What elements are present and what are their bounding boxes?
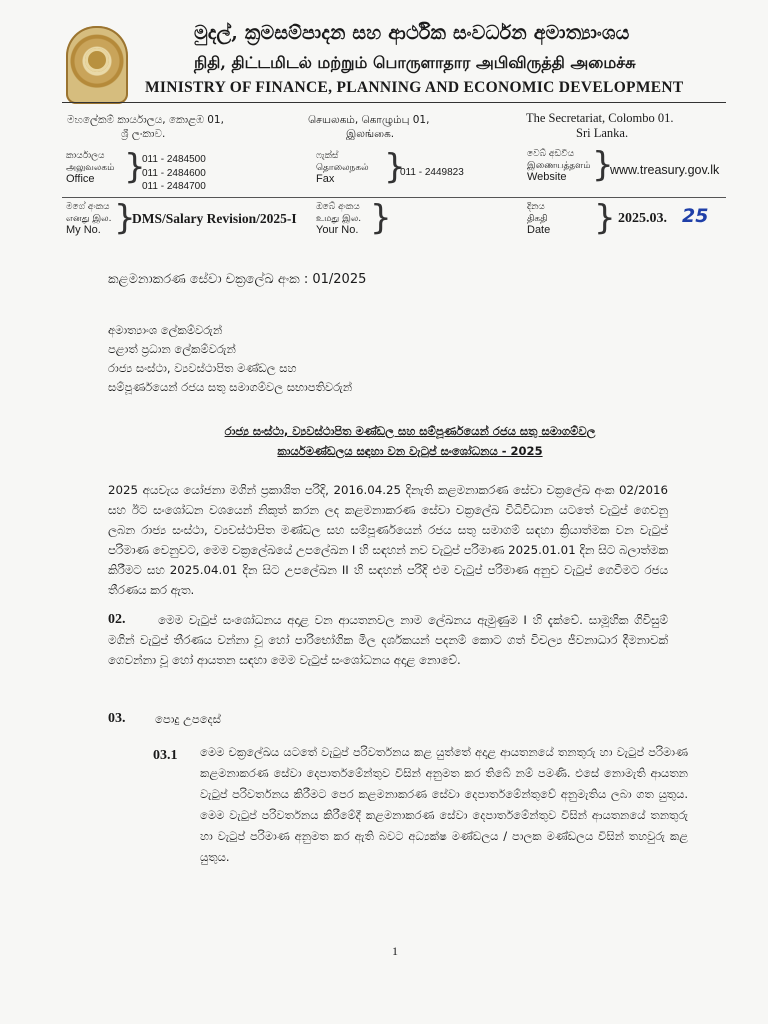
fax-label-ta: தொலைநகல்: [316, 162, 369, 173]
phone-3: 011 - 2484700: [142, 181, 206, 192]
website-brace-icon: }: [592, 145, 614, 185]
myno-label: [66, 202, 112, 237]
myno-label-en: My No.: [66, 224, 101, 236]
recipients-list: [108, 321, 352, 397]
recipient-item: සම්පූර්ණයෙන් රජය සතු සමාගම්වල සභාපතිවරුන්: [108, 380, 353, 394]
recipient-item: පළාත් ප්‍රධාන ලේකම්වරුන්: [108, 342, 236, 356]
header-divider: [62, 102, 726, 103]
yourno-brace-icon: }: [370, 198, 392, 238]
fax-number: 011 - 2449823: [400, 167, 464, 178]
myno-label-ta: எனது இல.: [66, 213, 112, 224]
address-english-line2: Sri Lanka.: [576, 126, 629, 140]
paragraph-1: 2025 අයවැය යෝජනා මගින් ප්‍රකාශිත පරිදි, 2016.04.25 දිනැති කළමනාකරණ සේවා චක්‍රලේඛ අංක 02/2016 සහ ඊට සංශෝධන වශයෙන් නිකුත් කරන ලද කළමනාකරණ සේවා චක්‍රලේඛ විධිවිධාන යටතේ වැටුප් ගෙවනු ලබන රාජ්‍ය සංස්ථා, ව්‍යවස්ථාපිත මණ්ඩල සහ සම්පූර්ණයෙන් රජය සතු සමාගම් සඳහා ක්‍රියාත්මක වන වැටුප් පරිමාණ වෙනුවට, මෙම චක්‍රලේඛයේ උපලේඛන I හි සඳහන් නව වැටුප් පරිමාණ 2025.01.01 දින සිට බලාත්මක කිරීමට සහ 2025.04.01 දින සිට උපලේඛන II හි සඳහන් පරිදි එම වැටුප් පරිමාණ අනුව වැටුප් ගෙවීමට රජය තීරණය කර ඇත.: [108, 483, 668, 597]
paragraph-2: මෙම වැටුප් සංශෝධනය අදාළ වන ආයතනවල නාම ලේඛනය ඇමුණුම I හි දැක්වේ. සාමූහික ගිවිසුම් මගින් වැටුප් තීරණය වන්නා වූ හෝ පාරිභෝගික මිල දර්ශකයන් පදනම් කොට ගත් විචල්‍ය ජීවනාධාර දීමනාවක් ගෙවන්නා වූ හෝ ආයතන සඳහා මෙම වැටුප් සංශෝධනය අදාළ නොවේ.: [108, 613, 668, 667]
myno-label-si: මගේ අංකය: [66, 202, 110, 212]
address-sinhala-line1: මහලේකම් කාර්යාලය, කොළඹ 01,: [67, 114, 224, 126]
fax-label-en: Fax: [316, 173, 335, 185]
section-number-02: 02.: [108, 612, 126, 627]
address-english-line1: The Secretariat, Colombo 01.: [526, 111, 674, 125]
date-brace-icon: }: [594, 198, 616, 238]
date-label-si: දිනය: [527, 202, 545, 212]
my-reference-number: DMS/Salary Revision/2025-I: [132, 211, 297, 226]
office-label-si: කාර්යාලය: [66, 151, 105, 161]
yourno-label-si: ඔබේ අංකය: [316, 202, 360, 212]
ministry-name-tamil: நிதி, திட்டமிடல் மற்றும் பொருளாதார அபிவிருத்தி அமைச்சு: [194, 53, 636, 72]
date-label-en: Date: [527, 224, 551, 236]
date-label: [527, 202, 550, 237]
section-number-03-1: 03.1: [153, 748, 178, 763]
office-label-ta: அலுவலகம்: [66, 162, 115, 173]
fax-label: [316, 151, 369, 186]
ministry-name-sinhala: මුදල්, ක්‍රමසම්පාදන සහ ආර්ථික සංවර්ධන අමාත්‍යාංශය: [194, 22, 630, 44]
date-label-ta: திகதி: [527, 213, 548, 224]
web-label-en: Website: [527, 171, 567, 183]
yourno-label-en: Your No.: [316, 224, 359, 236]
office-label-en: Office: [66, 173, 95, 185]
web-label-ta: இணையத்தளம்: [527, 160, 591, 171]
circular-number: කළමනාකරණ සේවා චක්‍රලේඛ අංක : 01/2025: [108, 272, 367, 287]
web-label-si: වෙබ් අඩවිය: [527, 149, 575, 159]
address-tamil-line2: இலங்கை.: [346, 128, 395, 140]
yourno-label: [316, 202, 361, 237]
section-number-03: 03.: [108, 711, 126, 726]
page-number: 1: [392, 944, 398, 958]
paragraph-3-1: මෙම චක්‍රලේඛය යටතේ වැටුප් පරිවර්තනය කළ යුත්තේ අදාළ ආයතනයේ තනතුරු හා වැටුප් පරිමාණ කළමනාකරණ සේවා දෙපාර්තමේන්තුව විසින් අනුමත කර තිබේ නම් පමණි. එසේ නොමැති ආයතන වැටුප් පරිවර්තනය කිරීමට පෙර කළමනාකරණ සේවා දෙපාර්තමේන්තුවේ අනුමැතිය ලබා ගත යුතුය. මෙම වැටුප් පරිවර්තනය කිරීමේදී කළමනාකරණ සේවා දෙපාර්තමේන්තුව විසින් ආයතනයේ තනතුරු හා වැටුප් පරිමාණ අනුමත කර ඇති බවට අධ්‍යක්ෂ මණ්ඩලය / පාලක මණ්ඩලය විසින් තහවුරු කළ යුතුය.: [200, 745, 688, 864]
ministry-name-english: MINISTRY OF FINANCE, PLANNING AND ECONOMIC DEVELOPMENT: [145, 79, 684, 96]
date-handwritten-day: 25: [682, 205, 709, 227]
office-brace-icon: }: [124, 147, 146, 187]
document-title-line1: රාජ්‍ය සංස්ථා, ව්‍යවස්ථාපිත මණ්ඩල සහ සම්පූර්ණයෙන් රජය සතු සමාගම්වල: [224, 424, 596, 438]
phone-2: 011 - 2484600: [142, 167, 206, 179]
address-tamil-line1: செயலகம், கொழும்பு 01,: [308, 114, 430, 126]
recipient-item: අමාත්‍යාංශ ලේකම්වරුන්: [108, 323, 223, 337]
address-tamil: [308, 113, 429, 141]
fax-brace-icon: }: [384, 147, 406, 187]
office-label: [66, 151, 114, 186]
office-phones: [142, 153, 206, 194]
date-printed: 2025.03.: [618, 211, 667, 226]
address-sinhala-line2: ශ්‍රී ලංකාව.: [121, 128, 166, 140]
website-link[interactable]: www.treasury.gov.lk: [610, 163, 720, 177]
yourno-label-ta: உமது இல.: [316, 213, 362, 224]
website-label: [527, 149, 591, 184]
myno-brace-icon: }: [114, 198, 136, 238]
address-english: [526, 111, 674, 141]
fax-label-si: ෆැක්ස්: [316, 151, 339, 161]
section-3-heading: පොදු උපදෙස්: [155, 712, 221, 726]
phone-1: 011 - 2484500: [142, 154, 206, 165]
emblem-lion-seal-icon: [85, 48, 109, 72]
address-sinhala: [67, 113, 224, 141]
recipient-item: රාජ්‍ය සංස්ථා, ව්‍යවස්ථාපිත මණ්ඩල සහ: [108, 361, 297, 375]
document-title-line2: කාර්යමණ්ඩලය සඳහා වන වැටුප් සංශෝධනය - 2025: [277, 444, 543, 458]
